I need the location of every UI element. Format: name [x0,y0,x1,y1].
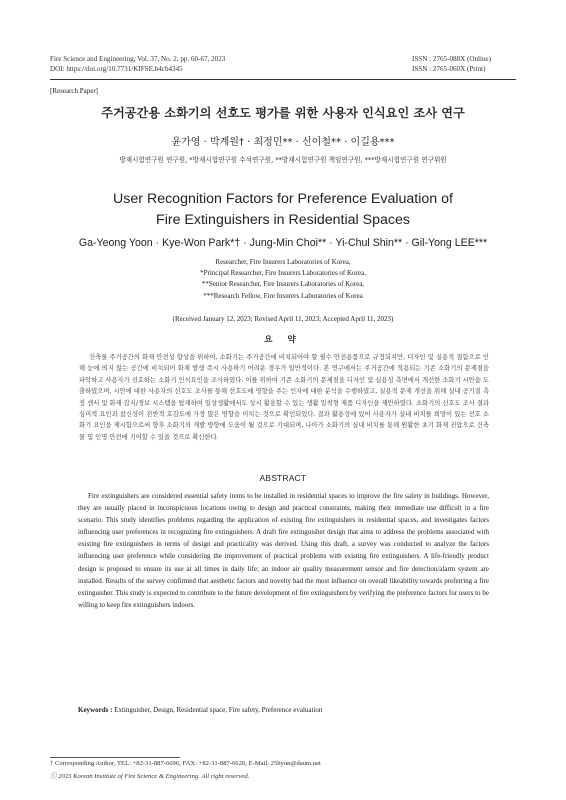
korean-title: 주거공간용 소화기의 선호도 평가를 위한 사용자 인식요인 조사 연구 [101,106,465,120]
korean-abstract-body: 건축물 주거공간의 화재 안전성 향상을 위하여, 소화기는 주거공간에 비치되어야 할 필수 안전용품으로 규정되지만, 디자인 및 실용적 결함으로 인해 눈에 띄지 않는 공간에 비치되어 화재 발생 즉시 사용하기 어려운 경우가 일반적이다. 본 연구에서는 주거공간에 적용되는 기존 소화기의 문제점을 파악하고 사용자가 선호하는 소화기 인식요인을 조사하였다. 이를 위하여 기존 소화기의 문제점을 디자인 및 실용성 측면에서 개선한 소화기 시안을 도출하였으며, 시안에 대한 사용자의 선호도 조사를 통해 선호도에 영향을 주는 인자에 대한 분석을 수행하였고, 실용적 문제 개선을 위해 실내 공기질 측정 센서 및 화재 감지/경보 시스템을 탑재하여 일상생활에서도 상시 활용할 수 있는 생활 밀착형 제품 디자인을 제안하였다. 소화기의 선호도 조사 결과 심미적 요인과 참신성이 전반적 호감도에 가장 많은 영향을 미치는 것으로 확인되었다. 결과 활용성에 있어 사용자가 실내 비치를 희망이 있는 선호 소화기 요인을 제시함으로써 향후 소화기의 개발 방향에 도움이 될 것으로 기대되며, 나아가 소화기의 실내 비치를 통해 원활한 초기 화재 진압으로 건축물 및 인명 안전에 기여할 수 있을 것으로 확신한다. [79,354,489,441]
paper-type-label: [Research Paper] [50,87,99,95]
corresponding-author-footnote: † Corresponding Author, TEL: +82-31-887-6696, FAX: +82-31-887-6620, E-Mail: 25hyun@daum.net [50,760,321,767]
affiliation-line: **Senior Researcher, Fire Insurers Laboratories of Korea, [201,280,365,289]
keywords-label: Keywords : [78,706,113,714]
keywords [78,706,322,714]
english-title [0,189,566,231]
issn-print: ISSN : 2765-060X (Print) [412,65,486,73]
journal-header-right [412,54,491,74]
korean-affiliations: 방재시험연구원 연구원, *방재시험연구원 수석연구원, **방재시험연구원 책임연구원, ***방재시험연구원 연구위원 [119,156,447,164]
abstract-heading: ABSTRACT [259,473,307,483]
korean-authors: 윤가영 · 박계원† · 최정민** · 신이철** · 이길용*** [171,137,395,148]
affiliation-line: ***Research Fellow, Fire Insurers Laboratories of Korea [203,291,363,300]
journal-header-left [50,54,225,74]
received-dates: (Received January 12, 2023; Revised April 11, 2023; Accepted April 11, 2023) [172,315,394,323]
doi-link[interactable]: DOI: https://doi.org/10.7731/KIFSE.b4cb4345 [50,65,183,73]
affiliation-line: *Principal Researcher, Fire Insurers Laboratories of Korea, [200,269,366,278]
keywords-list: Extinguisher, Design, Residential space, Fire safety, Preference evaluation [114,706,323,714]
korean-abstract-heading: 요 약 [264,335,302,345]
journal-citation: Fire Science and Engineering, Vol. 37, No. 2, pp. 60-67, 2023 [50,55,226,63]
english-title-line-1: User Recognition Factors for Preference Evaluation of [113,191,453,207]
english-authors: Ga-Yeong Yoon · Kye-Won Park*† · Jung-Min Choi** · Yi-Chul Shin** · Gil-Yong LEE*** [78,237,488,249]
affiliation-line: Researcher, Fire Insurers Laboratories of Korea, [215,258,351,266]
copyright-footnote: ⓒ 2023 Korean Institute of Fire Science & Engineering. All right reserved. [50,773,250,780]
english-affiliations [0,257,566,302]
header-rule [50,79,516,80]
english-title-line-2: Fire Extinguishers in Residential Spaces [156,212,410,228]
abstract-body: Fire extinguishers are considered essential safety items to be installed in residential spaces to improve the fire safety in buildings. However, they are usually placed in inconspicuous locations owing to design and practical constraints, making their immediate use difficult in a fire scenario. This study identifies problems regarding the application of existing fire extinguishers in residential spaces, and investigates factors influencing user preferences in recognizing fire extinguishers. A draft fire extinguisher design that aims to address the problems associated with existing fire extinguishers in terms of design and practicality was derived. Using this draft, a survey was conducted to analyze the factors influencing user preference while considering the improvement of practical problems with existing fire extinguishers. A life-friendly product design is proposed to ensure its use at all times in daily life; an indoor air quality measurement sensor and fire detection/alarm system are installed. Results of the survey confirmed that aesthetic factors and novelty had the most influence on overall likeability towards preferring a fire extinguisher. This study is expected to contribute to the future development of fire extinguishers by verifying the preference factors for users to be willing to keep fire extinguishers indoors. [78,492,489,609]
footnote-rule [50,757,180,758]
issn-online: ISSN : 2765-088X (Online) [412,55,492,63]
